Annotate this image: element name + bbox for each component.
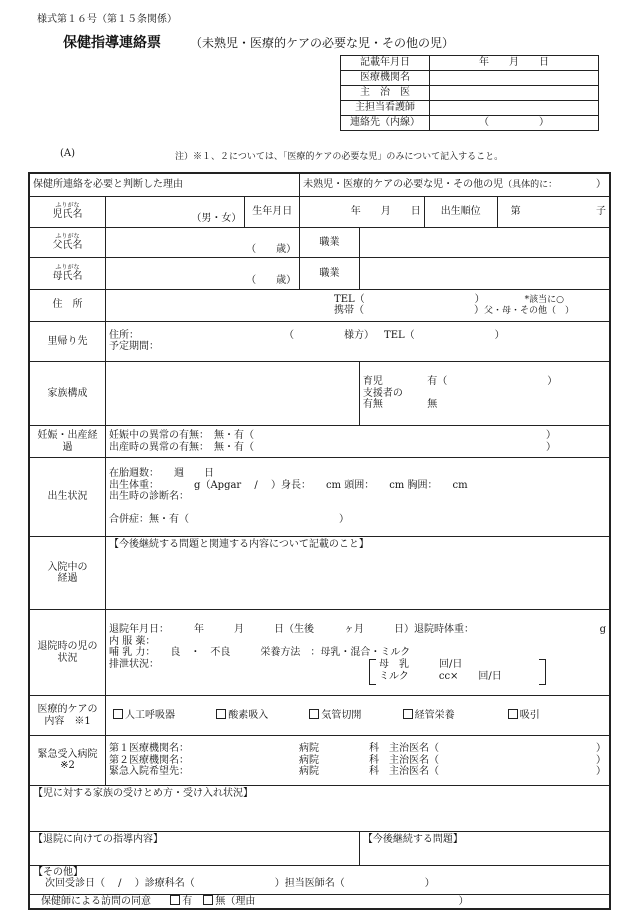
father-name-label bbox=[29, 227, 106, 257]
care-tracheotomy-label: 気管切開 bbox=[321, 710, 362, 722]
care-oxygen-label: 酸素吸入 bbox=[228, 710, 269, 722]
homecoming-period: 予定期間： bbox=[109, 341, 160, 353]
father-furigana: ふりがな bbox=[55, 233, 80, 241]
discharge-date-line bbox=[109, 624, 606, 636]
discharge-label-2: 状況 bbox=[57, 652, 78, 664]
contact-field[interactable]: （ ） bbox=[430, 116, 599, 131]
birth-order-suffix: 子 bbox=[596, 205, 606, 217]
emergency-field[interactable] bbox=[106, 735, 610, 785]
care-tracheotomy[interactable] bbox=[309, 710, 361, 721]
discharge-guidance-field[interactable] bbox=[29, 832, 359, 865]
complications: 合併症：無・有（ ） bbox=[109, 514, 350, 526]
support-no: 無 bbox=[427, 399, 438, 411]
doctor-field[interactable] bbox=[430, 86, 599, 101]
main-form-table bbox=[28, 172, 611, 910]
hospital-2-suffix: 病院 科 主治医名（ bbox=[299, 754, 440, 766]
hospital-2-line bbox=[109, 755, 606, 767]
hospital-2: 第２医療機関名： bbox=[109, 754, 190, 766]
pregnancy-label-1: 妊娠・出産経 bbox=[37, 430, 98, 442]
family-acceptance-field[interactable] bbox=[29, 786, 610, 832]
consent-yes[interactable] bbox=[170, 896, 192, 907]
care-ventilator[interactable] bbox=[113, 710, 175, 721]
furigana: ふりがな bbox=[55, 202, 80, 210]
support-label-3: 有無 bbox=[362, 399, 383, 411]
medication: 内 服 薬： bbox=[109, 635, 156, 647]
info-table bbox=[340, 55, 599, 131]
medical-care-field bbox=[106, 696, 610, 736]
emergency-label-2: ※2 bbox=[60, 760, 75, 772]
care-suction-label: 吸引 bbox=[519, 710, 540, 722]
consent-no-label: 無（理由 bbox=[215, 896, 256, 908]
discharge-label bbox=[29, 610, 106, 696]
care-tube-feeding[interactable] bbox=[403, 710, 455, 721]
ongoing-problems-field[interactable] bbox=[359, 832, 610, 865]
child-name-label bbox=[29, 196, 106, 227]
birth-order-label: 出生順位 bbox=[424, 196, 497, 227]
feeding-detail bbox=[379, 659, 502, 683]
father-age: （ 歳） bbox=[246, 243, 297, 255]
homecoming-sama: （ 様方） bbox=[289, 329, 375, 341]
discharge-label-1: 退院時の児の bbox=[37, 641, 98, 653]
mother-name-field[interactable] bbox=[106, 258, 300, 289]
support-label-2: 支援者の bbox=[362, 387, 403, 399]
discharge-guidance-label: 【退院に向けての指導内容】 bbox=[33, 834, 163, 846]
child-name-text: 児氏名 bbox=[52, 209, 83, 221]
address-field[interactable] bbox=[106, 289, 610, 321]
address-label: 住 所 bbox=[29, 289, 106, 321]
hospital-2-close: ） bbox=[596, 754, 606, 766]
checkbox-icon[interactable] bbox=[216, 709, 226, 719]
reason-value: 未熟児・医療的ケアの必要な児・その他の児 bbox=[303, 179, 504, 190]
form-number: 様式第１６号（第１５条関係） bbox=[37, 14, 177, 25]
section-label: (A) bbox=[60, 148, 76, 159]
checkbox-icon[interactable] bbox=[170, 895, 180, 905]
hospital-3-suffix: 病院 科 主治医名（ bbox=[299, 766, 440, 778]
excretion: 排泄状況： bbox=[109, 658, 160, 670]
checkbox-icon[interactable] bbox=[309, 709, 319, 719]
hospital-course-note: 【今後継続する問題と関連する内容について記載のこと】 bbox=[109, 539, 369, 551]
mother-age: （ 歳） bbox=[246, 275, 297, 287]
page-subtitle: （未熟児・医療的ケアの必要な児・その他の児） bbox=[190, 36, 455, 50]
pregnancy-label bbox=[29, 426, 106, 457]
checkbox-icon[interactable] bbox=[403, 709, 413, 719]
homecoming-address: 住所： bbox=[109, 329, 140, 341]
birth-weeks: 在胎週数： 週 日 bbox=[109, 468, 215, 480]
birth-order-field[interactable] bbox=[497, 196, 610, 227]
pregnancy-close-2: ） bbox=[546, 441, 556, 453]
family-acceptance-label: 【児に対する家族の受けとめ方・受け入れ状況】 bbox=[33, 788, 253, 800]
birth-status-field[interactable] bbox=[106, 457, 610, 536]
father-name-field[interactable] bbox=[106, 227, 300, 257]
homecoming-tel: TEL（ ） bbox=[384, 329, 505, 341]
mother-name-label bbox=[29, 258, 106, 289]
homecoming-field[interactable] bbox=[106, 321, 610, 361]
other-field[interactable] bbox=[29, 865, 610, 894]
mother-furigana: ふりがな bbox=[55, 264, 80, 272]
emergency-label-1: 緊急受入病院 bbox=[37, 748, 98, 760]
father-occupation-field[interactable] bbox=[359, 227, 610, 257]
checkbox-icon[interactable] bbox=[508, 709, 518, 719]
applicable-options: 父・母・その他（ ） bbox=[484, 306, 575, 317]
hospital-1-suffix: 病院 科 主治医名（ bbox=[299, 743, 440, 755]
applicable-note: *該当に○ bbox=[524, 294, 565, 305]
support-yes: 有（ ） bbox=[427, 376, 558, 388]
hospital-1-line bbox=[109, 743, 606, 755]
institution-label: 医療機関名 bbox=[341, 71, 430, 86]
birth-diagnosis: 出生時の診断名： bbox=[109, 491, 190, 503]
checkbox-icon[interactable] bbox=[113, 709, 123, 719]
consent-field bbox=[29, 894, 610, 909]
support-field[interactable] bbox=[424, 361, 610, 426]
care-oxygen[interactable] bbox=[216, 710, 268, 721]
ongoing-problems-label: 【今後継続する問題】 bbox=[362, 834, 463, 846]
reason-close: ） bbox=[596, 179, 606, 190]
mother-name-text: 母氏名 bbox=[52, 271, 83, 283]
pregnancy-close-1: ） bbox=[546, 430, 556, 442]
sex-options: （男・女） bbox=[191, 213, 242, 225]
consent-no[interactable] bbox=[203, 896, 255, 907]
consent-close: ） bbox=[458, 896, 469, 908]
birth-weight: 出生体重： g（Apgar / ）身長： cm 頭囲： cm 胸囲： cm bbox=[109, 479, 468, 491]
family-label: 家族構成 bbox=[29, 361, 106, 426]
next-visit: 次回受診日（ / ）診療科名（ ）担当医師名（ ） bbox=[45, 878, 435, 890]
care-ventilator-label: 人工呼吸器 bbox=[125, 710, 176, 722]
father-name-text: 父氏名 bbox=[52, 240, 83, 252]
date-label: 記載年月日 bbox=[341, 56, 430, 71]
child-name-field[interactable] bbox=[106, 196, 245, 227]
emergency-label bbox=[29, 735, 106, 785]
birth-status-label: 出生状況 bbox=[29, 457, 106, 536]
discharge-weight-unit: g bbox=[599, 624, 606, 636]
pregnancy-text-1: 妊娠中の異常の有無： 無・有（ bbox=[109, 430, 255, 442]
hospital-3-line bbox=[109, 766, 606, 778]
discharge-field[interactable] bbox=[106, 610, 610, 696]
hospital-3-close: ） bbox=[596, 766, 606, 778]
birth-order-prefix: 第 bbox=[510, 205, 521, 217]
doctor-label: 主 治 医 bbox=[341, 86, 430, 101]
hospital-course-label-2: 経過 bbox=[57, 573, 78, 585]
medical-care-label bbox=[29, 696, 106, 736]
pregnancy-line-2 bbox=[109, 442, 606, 454]
mobile-line bbox=[334, 305, 606, 317]
formula-milk: ミルク cc× 回/日 bbox=[379, 670, 502, 682]
reason-label: 保健所連絡を必要と判断した理由 bbox=[29, 173, 300, 196]
note-text: 注）※１、２については、「医療的ケアの必要な児」のみについて記入すること。 bbox=[175, 152, 504, 162]
hospital-1: 第１医療機関名： bbox=[109, 743, 190, 755]
hospital-1-close: ） bbox=[596, 743, 606, 755]
tel-text: TEL（ ） bbox=[334, 293, 485, 305]
birth-date-label: 生年月日 bbox=[245, 196, 300, 227]
bracket-left bbox=[369, 659, 376, 685]
birth-date-field[interactable]: 年 月 日 bbox=[300, 196, 425, 227]
checkbox-icon[interactable] bbox=[203, 895, 213, 905]
mobile-text: 携帯（ ） bbox=[334, 305, 485, 317]
hospital-3: 緊急入院希望先： bbox=[109, 766, 190, 778]
father-occupation-label: 職業 bbox=[300, 227, 360, 257]
consent-label: 保健師による訪問の同意 bbox=[41, 896, 151, 908]
homecoming-label: 里帰り先 bbox=[29, 321, 106, 361]
feeding-power: 哺 乳 力： 良 ・ 不良 栄養方法 ：母乳・混合・ミルク bbox=[109, 647, 411, 659]
other-label: 【その他】 bbox=[33, 866, 83, 878]
pregnancy-text-2: 出産時の異常の有無： 無・有（ bbox=[109, 441, 255, 453]
nurse-label: 主担当看護師 bbox=[341, 101, 430, 116]
tel-line bbox=[334, 294, 606, 306]
pregnancy-line-1 bbox=[109, 430, 606, 442]
contact-label: 連絡先（内線） bbox=[341, 116, 430, 131]
date-field[interactable]: 年 月 日 bbox=[430, 56, 599, 71]
reason-specific: （具体的に： bbox=[503, 180, 558, 190]
pregnancy-field[interactable] bbox=[106, 426, 610, 457]
page-title: 保健指導連絡票 bbox=[63, 35, 161, 51]
support-label-1: 育児 bbox=[362, 376, 383, 388]
hospital-course-field[interactable] bbox=[106, 537, 610, 610]
breast-milk: 母 乳 回/日 bbox=[379, 658, 463, 670]
homecoming-address-line bbox=[109, 330, 606, 342]
pregnancy-label-2: 過 bbox=[62, 441, 73, 453]
hospital-course-label-1: 入院中の bbox=[47, 561, 88, 573]
mother-occupation-field[interactable] bbox=[359, 258, 610, 289]
excretion-line bbox=[109, 658, 606, 682]
reason-field[interactable] bbox=[300, 173, 610, 196]
discharge-date: 退院年月日： 年 月 日（生後 ヶ月 日）退院時体重： bbox=[109, 624, 475, 636]
care-suction[interactable] bbox=[508, 710, 540, 721]
institution-field[interactable] bbox=[430, 71, 599, 86]
family-field[interactable] bbox=[106, 361, 360, 426]
support-label bbox=[359, 361, 424, 426]
hospital-course-label bbox=[29, 537, 106, 610]
medical-care-label-1: 医療的ケアの bbox=[37, 704, 98, 716]
medical-care-label-2: 内容 ※1 bbox=[44, 715, 91, 727]
care-tube-feeding-label: 経管栄養 bbox=[414, 710, 455, 722]
consent-yes-label: 有 bbox=[182, 896, 193, 908]
mother-occupation-label: 職業 bbox=[300, 258, 360, 289]
bracket-right bbox=[539, 659, 546, 685]
nurse-field[interactable] bbox=[430, 101, 599, 116]
